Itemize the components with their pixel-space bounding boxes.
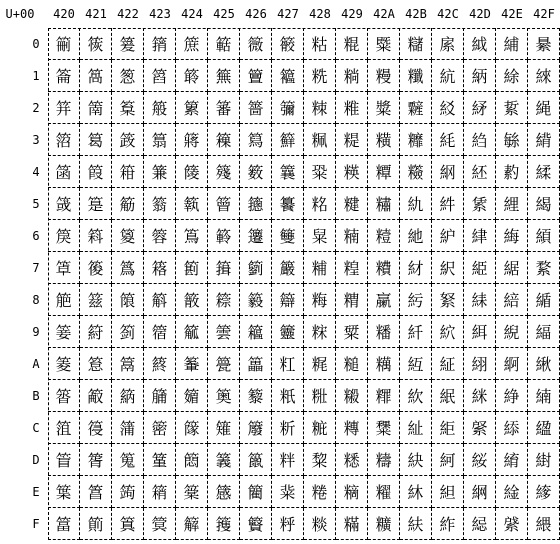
row-header: E — [32, 485, 40, 499]
glyph-cell: 䉎 — [176, 476, 208, 508]
glyph-cell: 䋼 — [528, 412, 560, 444]
glyph-cell: 䉇 — [176, 252, 208, 284]
glyph-cell: 䋮 — [496, 476, 528, 508]
glyph-cell: 䉉 — [176, 316, 208, 348]
glyph-cell: 䈑 — [80, 60, 112, 92]
row-header: 6 — [32, 229, 40, 243]
glyph-cell: 䉋 — [176, 380, 208, 412]
row-header: A — [32, 357, 40, 371]
row-header: 5 — [32, 197, 40, 211]
glyph-cell: 䉩 — [240, 316, 272, 348]
glyph-cell: 䈡 — [112, 60, 144, 92]
row-header: 9 — [32, 325, 40, 339]
glyph-cell: 䊝 — [336, 444, 368, 476]
glyph-cell: 䊳 — [400, 124, 432, 156]
glyph-cell: 䉀 — [176, 28, 208, 60]
column-header: 426 — [245, 7, 267, 21]
column-header: 42E — [501, 7, 523, 21]
glyph-cell: 䋰 — [528, 28, 560, 60]
glyph-cell: 䋡 — [496, 60, 528, 92]
glyph-cell: 䈔 — [80, 156, 112, 188]
glyph-cell: 䉞 — [208, 476, 240, 508]
glyph-cell: 䈝 — [80, 444, 112, 476]
glyph-cell: 䋣 — [496, 124, 528, 156]
glyph-cell: 䉦 — [240, 220, 272, 252]
glyph-cell: 䋉 — [432, 316, 464, 348]
row-header: 0 — [32, 37, 40, 51]
glyph-cell: 䋾 — [528, 476, 560, 508]
glyph-cell: 䋘 — [464, 284, 496, 316]
glyph-cell: 䋩 — [496, 316, 528, 348]
glyph-cell: 䉟 — [208, 508, 240, 540]
glyph-cell: 䈨 — [112, 284, 144, 316]
glyph-cell: 䈭 — [112, 444, 144, 476]
glyph-cell: 䊙 — [336, 316, 368, 348]
glyph-cell: 䋴 — [528, 156, 560, 188]
glyph-cell: 䉬 — [240, 412, 272, 444]
glyph-cell: 䉘 — [208, 284, 240, 316]
glyph-cell: 䋢 — [496, 92, 528, 124]
glyph-cell: 䉄 — [176, 156, 208, 188]
glyph-cell: 䉊 — [176, 348, 208, 380]
glyph-cell: 䋙 — [464, 316, 496, 348]
glyph-cell: 䊨 — [368, 284, 400, 316]
glyph-cell: 䈽 — [144, 444, 176, 476]
glyph-cell: 䈍 — [48, 444, 80, 476]
glyph-cell: 䈊 — [48, 348, 80, 380]
glyph-cell: 䈛 — [80, 380, 112, 412]
glyph-cell: 䉢 — [240, 92, 272, 124]
glyph-cell: 䉹 — [272, 316, 304, 348]
glyph-cell: 䊔 — [336, 156, 368, 188]
glyph-cell: 䊪 — [368, 348, 400, 380]
column-header: 42D — [469, 7, 491, 21]
glyph-cell: 䋇 — [432, 252, 464, 284]
glyph-cell: 䋫 — [496, 380, 528, 412]
glyph-cell: 䈷 — [144, 252, 176, 284]
glyph-cell: 䈐 — [80, 28, 112, 60]
column-header: 428 — [309, 7, 331, 21]
glyph-cell: 䉪 — [240, 348, 272, 380]
glyph-cell: 䉼 — [272, 412, 304, 444]
glyph-cell: 䉆 — [176, 220, 208, 252]
glyph-cell: 䋕 — [464, 188, 496, 220]
glyph-cell: 䈏 — [48, 508, 80, 540]
glyph-cell: 䊟 — [336, 508, 368, 540]
row-header: B — [32, 389, 40, 403]
glyph-cell: 䈆 — [48, 220, 80, 252]
glyph-cell: 䋝 — [464, 444, 496, 476]
glyph-cell: 䉐 — [208, 28, 240, 60]
column-header: 421 — [85, 7, 107, 21]
column-header: 420 — [53, 7, 75, 21]
column-header: 42B — [405, 7, 427, 21]
glyph-cell: 䉚 — [208, 348, 240, 380]
glyph-cell: 䈶 — [144, 220, 176, 252]
glyph-cell: 䉖 — [208, 220, 240, 252]
glyph-cell: 䋽 — [528, 444, 560, 476]
row-header: 4 — [32, 165, 40, 179]
glyph-cell: 䈫 — [112, 380, 144, 412]
glyph-cell: 䈒 — [80, 92, 112, 124]
column-header: 42C — [437, 7, 459, 21]
glyph-cell: 䊗 — [336, 252, 368, 284]
glyph-cell: 䉷 — [272, 252, 304, 284]
glyph-cell: 䊤 — [368, 156, 400, 188]
glyph-cell: 䉅 — [176, 188, 208, 220]
glyph-cell: 䋜 — [464, 412, 496, 444]
glyph-cell: 䈜 — [80, 412, 112, 444]
glyph-cell: 䈥 — [112, 188, 144, 220]
glyph-cell: 䊛 — [336, 380, 368, 412]
column-header: 427 — [277, 7, 299, 21]
glyph-cell: 䊦 — [368, 220, 400, 252]
glyph-cell: 䈖 — [80, 220, 112, 252]
glyph-cell: 䋐 — [464, 28, 496, 60]
glyph-cell: 䈯 — [112, 508, 144, 540]
glyph-cell: 䈩 — [112, 316, 144, 348]
glyph-cell: 䋑 — [464, 60, 496, 92]
glyph-cell: 䉑 — [208, 60, 240, 92]
glyph-cell: 䈪 — [112, 348, 144, 380]
glyph-cell: 䉃 — [176, 124, 208, 156]
glyph-cell: 䋀 — [432, 28, 464, 60]
glyph-cell: 䊮 — [368, 476, 400, 508]
corner-label: U+00 — [5, 7, 35, 21]
glyph-cell: 䊑 — [336, 60, 368, 92]
row-header: 1 — [32, 69, 40, 83]
glyph-cell: 䊯 — [368, 508, 400, 540]
glyph-cell: 䈓 — [80, 124, 112, 156]
glyph-cell: 䉽 — [272, 444, 304, 476]
glyph-cell: 䋓 — [464, 124, 496, 156]
column-header: 42A — [373, 7, 395, 21]
glyph-cell: 䋖 — [464, 220, 496, 252]
glyph-cell: 䈬 — [112, 412, 144, 444]
glyph-cell: 䈁 — [48, 60, 80, 92]
glyph-cell: 䊜 — [336, 412, 368, 444]
glyph-cell: 䈤 — [112, 156, 144, 188]
glyph-cell: 䉠 — [240, 28, 272, 60]
glyph-cell: 䋯 — [496, 508, 528, 540]
glyph-cell: 䋭 — [496, 444, 528, 476]
glyph-cell: 䋁 — [432, 60, 464, 92]
glyph-cell: 䉍 — [176, 444, 208, 476]
glyph-cell: 䋤 — [496, 156, 528, 188]
glyph-cell: 䊊 — [304, 348, 336, 380]
glyph-cell: 䋧 — [496, 252, 528, 284]
row-header: C — [32, 421, 40, 435]
glyph-cell: 䉓 — [208, 124, 240, 156]
glyph-cell: 䈴 — [144, 156, 176, 188]
glyph-cell: 䉣 — [240, 124, 272, 156]
glyph-cell: 䊭 — [368, 444, 400, 476]
row-header: 2 — [32, 101, 40, 115]
glyph-cell: 䊧 — [368, 252, 400, 284]
glyph-cell: 䊿 — [400, 508, 432, 540]
glyph-cell: 䈀 — [48, 28, 80, 60]
glyph-cell: 䊁 — [304, 60, 336, 92]
glyph-cell: 䊎 — [304, 476, 336, 508]
glyph-cell: 䉕 — [208, 188, 240, 220]
glyph-cell: 䋏 — [432, 508, 464, 540]
glyph-cell: 䈿 — [144, 508, 176, 540]
row-header: D — [32, 453, 40, 467]
column-header: 42F — [533, 7, 555, 21]
glyph-cell: 䋈 — [432, 284, 464, 316]
glyph-cell: 䉶 — [272, 220, 304, 252]
glyph-cell: 䊥 — [368, 188, 400, 220]
glyph-cell: 䈼 — [144, 412, 176, 444]
glyph-cell: 䊓 — [336, 124, 368, 156]
glyph-cell: 䊫 — [368, 380, 400, 412]
glyph-cell: 䈸 — [144, 284, 176, 316]
glyph-cell: 䊸 — [400, 284, 432, 316]
glyph-cell: 䉧 — [240, 252, 272, 284]
glyph-cell: 䊈 — [304, 284, 336, 316]
glyph-cell: 䋺 — [528, 348, 560, 380]
glyph-cell: 䉜 — [208, 412, 240, 444]
column-header: 423 — [149, 7, 171, 21]
glyph-cell: 䋨 — [496, 284, 528, 316]
glyph-cell: 䋌 — [432, 412, 464, 444]
glyph-cell: 䉻 — [272, 380, 304, 412]
glyph-cell: 䈧 — [112, 252, 144, 284]
glyph-cell: 䉱 — [272, 60, 304, 92]
glyph-cell: 䈺 — [144, 348, 176, 380]
glyph-cell: 䊱 — [400, 60, 432, 92]
glyph-cell: 䉌 — [176, 412, 208, 444]
glyph-cell: 䋍 — [432, 444, 464, 476]
glyph-cell: 䊒 — [336, 92, 368, 124]
glyph-cell: 䊾 — [400, 476, 432, 508]
glyph-cell: 䊄 — [304, 156, 336, 188]
glyph-cell: 䉵 — [272, 188, 304, 220]
glyph-cell: 䉯 — [240, 508, 272, 540]
glyph-cell: 䊠 — [368, 28, 400, 60]
glyph-cell: 䊴 — [400, 156, 432, 188]
glyph-cell: 䊺 — [400, 348, 432, 380]
glyph-cell: 䉰 — [272, 28, 304, 60]
glyph-cell: 䉡 — [240, 60, 272, 92]
glyph-cell: 䊣 — [368, 124, 400, 156]
glyph-cell: 䈠 — [112, 28, 144, 60]
glyph-cell: 䊂 — [304, 92, 336, 124]
glyph-cell: 䈚 — [80, 348, 112, 380]
glyph-cell: 䋚 — [464, 348, 496, 380]
glyph-cell: 䋷 — [528, 252, 560, 284]
glyph-cell: 䉺 — [272, 348, 304, 380]
glyph-cell: 䉏 — [176, 508, 208, 540]
glyph-cell: 䈱 — [144, 60, 176, 92]
glyph-cell: 䋵 — [528, 188, 560, 220]
glyph-cell: 䊀 — [304, 28, 336, 60]
column-header: 422 — [117, 7, 139, 21]
glyph-cell: 䊬 — [368, 412, 400, 444]
glyph-cell: 䈋 — [48, 380, 80, 412]
glyph-cell: 䊅 — [304, 188, 336, 220]
glyph-cell: 䈢 — [112, 92, 144, 124]
glyph-cell: 䊩 — [368, 316, 400, 348]
glyph-cell: 䈰 — [144, 28, 176, 60]
glyph-cell: 䋲 — [528, 92, 560, 124]
glyph-cell: 䈂 — [48, 92, 80, 124]
glyph-cell: 䋱 — [528, 60, 560, 92]
glyph-cell: 䋗 — [464, 252, 496, 284]
glyph-cell: 䋛 — [464, 380, 496, 412]
glyph-cell: 䈘 — [80, 284, 112, 316]
glyph-cell: 䊏 — [304, 508, 336, 540]
glyph-cell: 䊇 — [304, 252, 336, 284]
glyph-cell: 䈅 — [48, 188, 80, 220]
glyph-cell: 䉂 — [176, 92, 208, 124]
glyph-cell: 䈗 — [80, 252, 112, 284]
glyph-cell: 䋟 — [464, 508, 496, 540]
glyph-cell: 䋆 — [432, 220, 464, 252]
glyph-cell: 䊖 — [336, 220, 368, 252]
glyph-cell: 䈹 — [144, 316, 176, 348]
glyph-cell: 䋒 — [464, 92, 496, 124]
glyph-cell: 䊵 — [400, 188, 432, 220]
glyph-cell: 䋅 — [432, 188, 464, 220]
glyph-cell: 䋞 — [464, 476, 496, 508]
glyph-cell: 䊌 — [304, 412, 336, 444]
glyph-cell: 䊕 — [336, 188, 368, 220]
glyph-cell: 䋂 — [432, 92, 464, 124]
glyph-cell: 䊋 — [304, 380, 336, 412]
glyph-cell: 䉲 — [272, 92, 304, 124]
glyph-cell: 䈳 — [144, 124, 176, 156]
glyph-cell: 䋎 — [432, 476, 464, 508]
row-header: 7 — [32, 261, 40, 275]
glyph-cell: 䊲 — [400, 92, 432, 124]
glyph-cell: 䋪 — [496, 348, 528, 380]
glyph-cell: 䉨 — [240, 284, 272, 316]
glyph-cell: 䋄 — [432, 156, 464, 188]
glyph-cell: 䋦 — [496, 220, 528, 252]
glyph-cell: 䈇 — [48, 252, 80, 284]
glyph-cell: 䋥 — [496, 188, 528, 220]
glyph-cell: 䊼 — [400, 412, 432, 444]
glyph-cell: 䋠 — [496, 28, 528, 60]
glyph-cell: 䉛 — [208, 380, 240, 412]
glyph-cell: 䊷 — [400, 252, 432, 284]
glyph-cell: 䉸 — [272, 284, 304, 316]
glyph-cell: 䋻 — [528, 380, 560, 412]
glyph-cell: 䋋 — [432, 380, 464, 412]
row-header: 3 — [32, 133, 40, 147]
glyph-cell: 䋶 — [528, 220, 560, 252]
column-header: 429 — [341, 7, 363, 21]
glyph-cell: 䊞 — [336, 476, 368, 508]
glyph-cell: 䉤 — [240, 156, 272, 188]
glyph-cell: 䋃 — [432, 124, 464, 156]
glyph-cell: 䉥 — [240, 188, 272, 220]
glyph-cell: 䈮 — [112, 476, 144, 508]
glyph-cell: 䊹 — [400, 316, 432, 348]
glyph-cell: 䋔 — [464, 156, 496, 188]
glyph-cell: 䈲 — [144, 92, 176, 124]
glyph-cell: 䉒 — [208, 92, 240, 124]
glyph-cell: 䈎 — [48, 476, 80, 508]
glyph-cell: 䋸 — [528, 284, 560, 316]
glyph-cell: 䊉 — [304, 316, 336, 348]
glyph-cell: 䊘 — [336, 284, 368, 316]
glyph-cell: 䊐 — [336, 28, 368, 60]
glyph-cell: 䊢 — [368, 92, 400, 124]
glyph-cell: 䈾 — [144, 476, 176, 508]
glyph-cell: 䈟 — [80, 508, 112, 540]
glyph-cell: 䈣 — [112, 124, 144, 156]
glyph-cell: 䊃 — [304, 124, 336, 156]
glyph-cell: 䉮 — [240, 476, 272, 508]
glyph-cell: 䊚 — [336, 348, 368, 380]
glyph-cell: 䉝 — [208, 444, 240, 476]
row-header: 8 — [32, 293, 40, 307]
glyph-cell: 䋊 — [432, 348, 464, 380]
glyph-cell: 䈃 — [48, 124, 80, 156]
glyph-cell: 䈵 — [144, 188, 176, 220]
glyph-cell: 䈞 — [80, 476, 112, 508]
glyph-cell: 䋳 — [528, 124, 560, 156]
glyph-cell: 䉁 — [176, 60, 208, 92]
glyph-cell: 䉿 — [272, 508, 304, 540]
glyph-cell: 䉫 — [240, 380, 272, 412]
glyph-cell: 䉔 — [208, 156, 240, 188]
glyph-cell: 䊡 — [368, 60, 400, 92]
glyph-cell: 䈌 — [48, 412, 80, 444]
glyph-cell: 䉗 — [208, 252, 240, 284]
glyph-cell: 䉳 — [272, 124, 304, 156]
glyph-cell: 䈄 — [48, 156, 80, 188]
glyph-cell: 䉈 — [176, 284, 208, 316]
glyph-cell: 䈉 — [48, 316, 80, 348]
glyph-cell: 䊆 — [304, 220, 336, 252]
glyph-cell: 䋹 — [528, 316, 560, 348]
glyph-cell: 䊰 — [400, 28, 432, 60]
glyph-cell: 䉴 — [272, 156, 304, 188]
glyph-cell: 䈙 — [80, 316, 112, 348]
glyph-cell: 䋿 — [528, 508, 560, 540]
column-header: 425 — [213, 7, 235, 21]
column-header: 424 — [181, 7, 203, 21]
glyph-cell: 䉙 — [208, 316, 240, 348]
glyph-cell: 䈕 — [80, 188, 112, 220]
glyph-cell: 䉾 — [272, 476, 304, 508]
glyph-cell: 䊻 — [400, 380, 432, 412]
glyph-cell: 䊍 — [304, 444, 336, 476]
glyph-cell: 䊶 — [400, 220, 432, 252]
glyph-cell: 䈈 — [48, 284, 80, 316]
glyph-cell: 䈦 — [112, 220, 144, 252]
glyph-cell: 䈻 — [144, 380, 176, 412]
glyph-cell: 䊽 — [400, 444, 432, 476]
glyph-cell: 䋬 — [496, 412, 528, 444]
glyph-cell: 䉭 — [240, 444, 272, 476]
row-header: F — [32, 517, 40, 531]
